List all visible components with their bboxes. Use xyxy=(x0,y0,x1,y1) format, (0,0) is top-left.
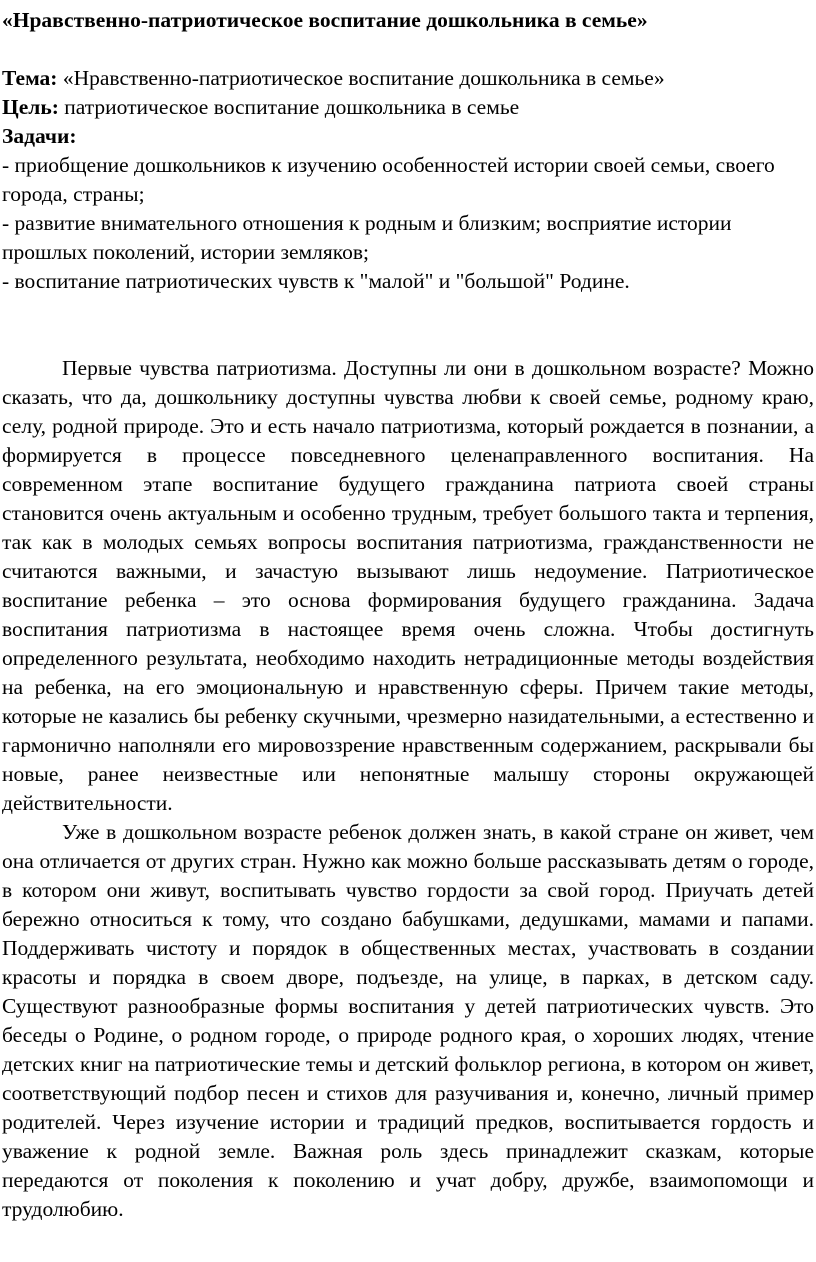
section-spacer xyxy=(2,296,814,354)
task-item: - приобщение дошкольников к изучению особенностей истории своей семьи, своего города, страны; xyxy=(2,153,775,206)
document-title: «Нравственно-патриотическое воспитание дошкольника в семье» xyxy=(2,8,648,32)
task-item: - развитие внимательного отношения к родным и близким; восприятие истории прошлых поколений, истории земляков; xyxy=(2,211,732,264)
theme-label: Тема: xyxy=(2,66,58,90)
theme-line xyxy=(2,64,814,93)
tasks-label: Задачи: xyxy=(2,124,77,148)
goal-line xyxy=(2,93,814,122)
goal-label: Цель: xyxy=(2,95,59,119)
tasks-list xyxy=(2,151,814,296)
goal-value: патриотическое воспитание дошкольника в семье xyxy=(58,95,520,119)
body-paragraph-1: Первые чувства патриотизма. Доступны ли они в дошкольном возрасте? Можно сказать, что да, дошкольнику доступны чувства любви к своей семье, родному краю, селу, родной природе. Это и есть начало патриотизма, который рождается в познании, а формируется в процессе повседневного целенаправленного воспитания. На современном этапе воспитание будущего гражданина патриота своей страны становится очень актуальным и особенно трудным, требует большого такта и терпения, так как в молодых семьях вопросы воспитания патриотизма, гражданственности не считаются важными, и зачастую вызывают лишь недоумение. Патриотическое воспитание ребенка – это основа формирования будущего гражданина. Задача воспитания патриотизма в настоящее время очень сложна. Чтобы достигнуть определенного результата, необходимо находить нетрадиционные методы воздействия на ребенка, на его эмоциональную и нравственную сферы. Причем такие методы, которые не казались бы ребенку скучными, чрезмерно назидательными, а естественно и гармонично наполняли его мировоззрение нравственным содержанием, раскрывали бы новые, ранее неизвестные или непонятные малышу стороны окружающей действительности. xyxy=(2,356,814,815)
task-item: - воспитание патриотических чувств к "малой" и "большой" Родине. xyxy=(2,269,630,293)
body-paragraph-2: Уже в дошкольном возрасте ребенок должен знать, в какой стране он живет, чем она отличается от других стран. Нужно как можно больше рассказывать детям о городе, в котором они живут, воспитывать чувство гордости за свой город. Приучать детей бережно относиться к тому, что создано бабушками, дедушками, мамами и папами. Поддерживать чистоту и порядок в общественных местах, участвовать в создании красоты и порядка в своем дворе, подъезде, на улице, в парках, в детском саду. Существуют разнообразные формы воспитания у детей патриотических чувств. Это беседы о Родине, о родном городе, о природе родного края, о хороших людях, чтение детских книг на патриотические темы и детский фольклор региона, в котором он живет, соответствующий подбор песен и стихов для разучивания и, конечно, личный пример родителей. Через изучение истории и традиций предков, воспитывается гордость и уважение к родной земле. Важная роль здесь принадлежит сказкам, которые передаются от поколения к поколению и учат добру, дружбе, взаимопомощи и трудолюбию. xyxy=(2,820,814,1221)
theme-value: «Нравственно-патриотическое воспитание дошкольника в семье» xyxy=(57,66,665,90)
